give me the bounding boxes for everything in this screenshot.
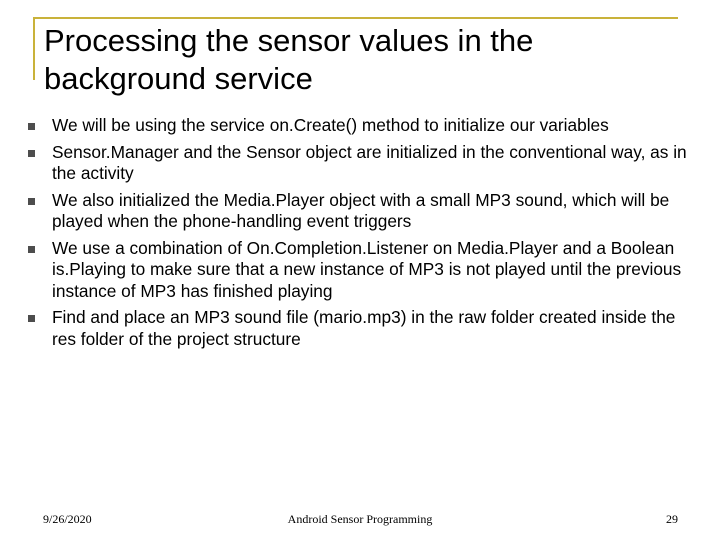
square-bullet-icon <box>28 198 35 205</box>
bullet-text: We use a combination of On.Completion.Listener on Media.Player and a Boolean is.Playing to make sure that a new instance of MP3 is not played until the previous instance of MP3 has finished playing <box>52 237 682 301</box>
bullet-item <box>28 115 698 137</box>
title-accent-horizontal-line <box>33 17 678 19</box>
square-bullet-icon <box>28 246 35 253</box>
bullet-item <box>28 238 698 303</box>
square-bullet-icon <box>28 150 35 157</box>
bullet-list <box>28 115 698 355</box>
footer-date: 9/26/2020 <box>43 512 92 526</box>
bullet-item <box>28 190 698 233</box>
page-number: 29 <box>666 512 678 526</box>
title-accent-vertical-line <box>33 18 35 80</box>
bullet-item <box>28 307 698 350</box>
bullet-text: We also initialized the Media.Player object with a small MP3 sound, which will be played when the phone-handling event triggers <box>52 189 670 231</box>
bullet-text: Sensor.Manager and the Sensor object are initialized in the conventional way, as in the activity <box>52 141 687 183</box>
square-bullet-icon <box>28 123 35 130</box>
bullet-item <box>28 142 698 185</box>
bullet-text: We will be using the service on.Create() method to initialize our variables <box>52 115 609 135</box>
square-bullet-icon <box>28 315 35 322</box>
footer-title: Android Sensor Programming <box>287 512 433 526</box>
bullet-text: Find and place an MP3 sound file (mario.mp3) in the raw folder created inside the res folder of the project structure <box>52 307 676 349</box>
slide-title: Processing the sensor values in the background service <box>44 23 534 96</box>
